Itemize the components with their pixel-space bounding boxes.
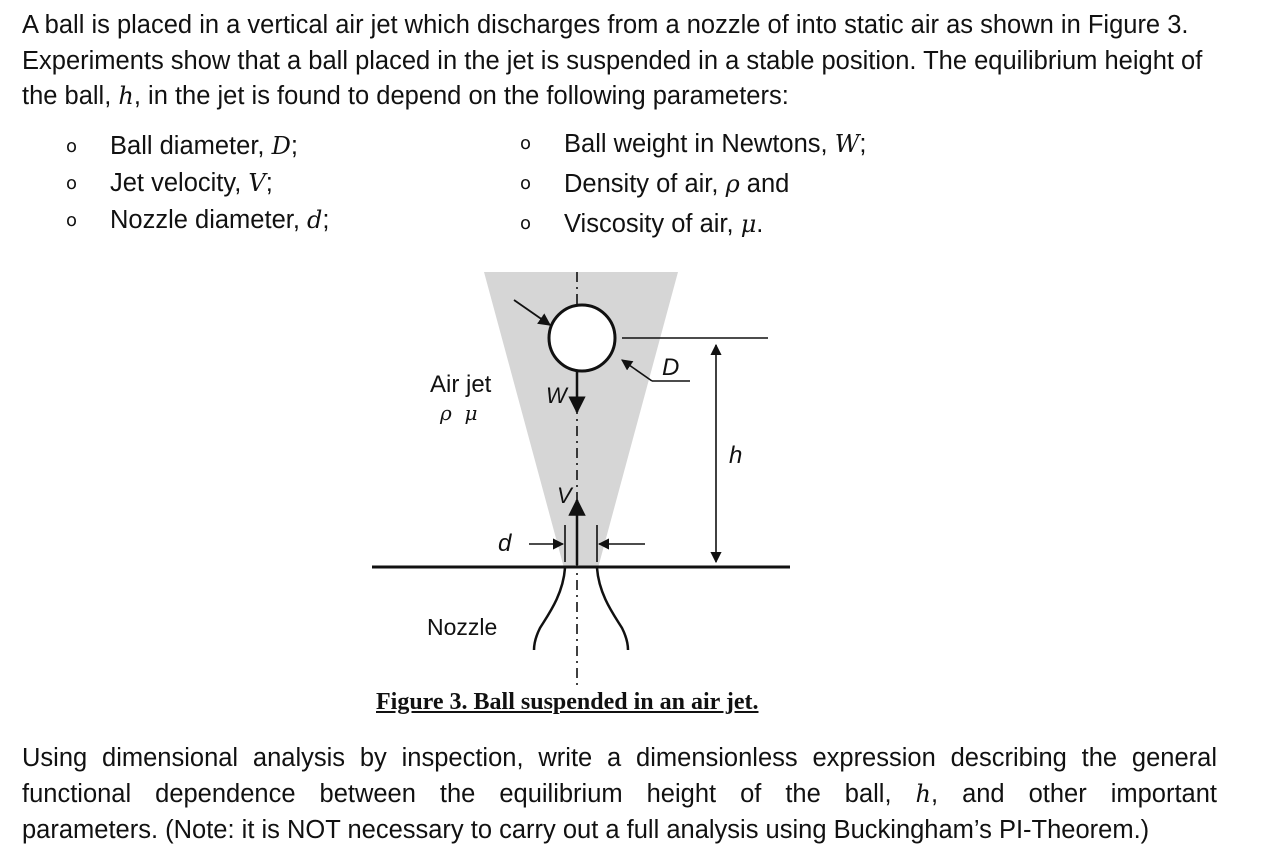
ball-diameter-label: D	[662, 354, 680, 381]
intro-text-end: , in the jet is found to depend on the following parameters:	[133, 82, 789, 110]
question-paragraph	[22, 740, 1217, 848]
parameter-label: Viscosity of air,	[564, 210, 741, 238]
parameter-label: Nozzle diameter,	[110, 206, 308, 234]
question-line-2	[22, 776, 1217, 812]
ball-shape	[549, 305, 615, 371]
air-jet-label: Air jet	[430, 371, 492, 398]
nozzle-wall-left	[534, 568, 565, 650]
nozzle-label: Nozzle	[427, 614, 498, 640]
bullet-icon: o	[520, 173, 532, 194]
height-label: h	[729, 442, 743, 469]
parameter-symbol: ρ	[725, 170, 740, 198]
question-line-2-end: , and other important	[931, 780, 1217, 808]
parameter-suffix: ;	[265, 169, 273, 197]
parameter-label: Ball weight in Newtons,	[564, 130, 835, 158]
question-h-symbol: h	[915, 780, 931, 808]
nozzle-wall-right	[597, 568, 628, 650]
bullet-icon: o	[66, 173, 78, 194]
bullet-icon: o	[66, 136, 78, 157]
parameter-symbol: D	[271, 132, 291, 160]
parameter-suffix: ;	[859, 130, 867, 158]
parameter-label: Jet velocity,	[110, 169, 249, 197]
figure-caption: Figure 3. Ball suspended in an air jet.	[376, 689, 759, 715]
parameter-suffix: .	[756, 210, 764, 238]
parameter-label: Density of air,	[564, 170, 726, 198]
parameter-suffix: ;	[290, 132, 298, 160]
parameter-suffix: and	[739, 170, 790, 198]
parameter-symbol: d	[307, 206, 323, 234]
parameter-symbol: μ	[740, 210, 757, 238]
air-jet-properties-label: ρ μ	[440, 401, 478, 425]
bullet-icon: o	[520, 133, 532, 154]
parameter-symbol: V	[248, 169, 266, 197]
bullet-icon: o	[66, 210, 78, 231]
intro-text-start: A ball is placed in a vertical air jet which discharges from a nozzle of into static air as shown in Figure 3. Experiments show that a ball placed in the jet is suspended in a stable position. The equilibrium height of the ball,	[22, 11, 1203, 110]
bullet-icon: o	[520, 213, 532, 234]
question-line-1: Using dimensional analysis by inspection, write a dimensionless expression describing the general	[22, 744, 1217, 772]
parameter-suffix: ;	[322, 206, 330, 234]
nozzle-diameter-label: d	[498, 530, 512, 557]
parameter-label: Ball diameter,	[110, 132, 272, 160]
parameter-symbol: W	[834, 130, 860, 158]
question-line-2-start: functional dependence between the equilibrium height of the ball,	[22, 780, 916, 808]
intro-h-symbol: h	[118, 82, 134, 110]
velocity-label: V	[557, 483, 572, 508]
weight-label: W	[546, 383, 567, 408]
question-line-3: parameters. (Note: it is NOT necessary to carry out a full analysis using Buckingham’s PI-Theorem.)	[22, 816, 1150, 844]
